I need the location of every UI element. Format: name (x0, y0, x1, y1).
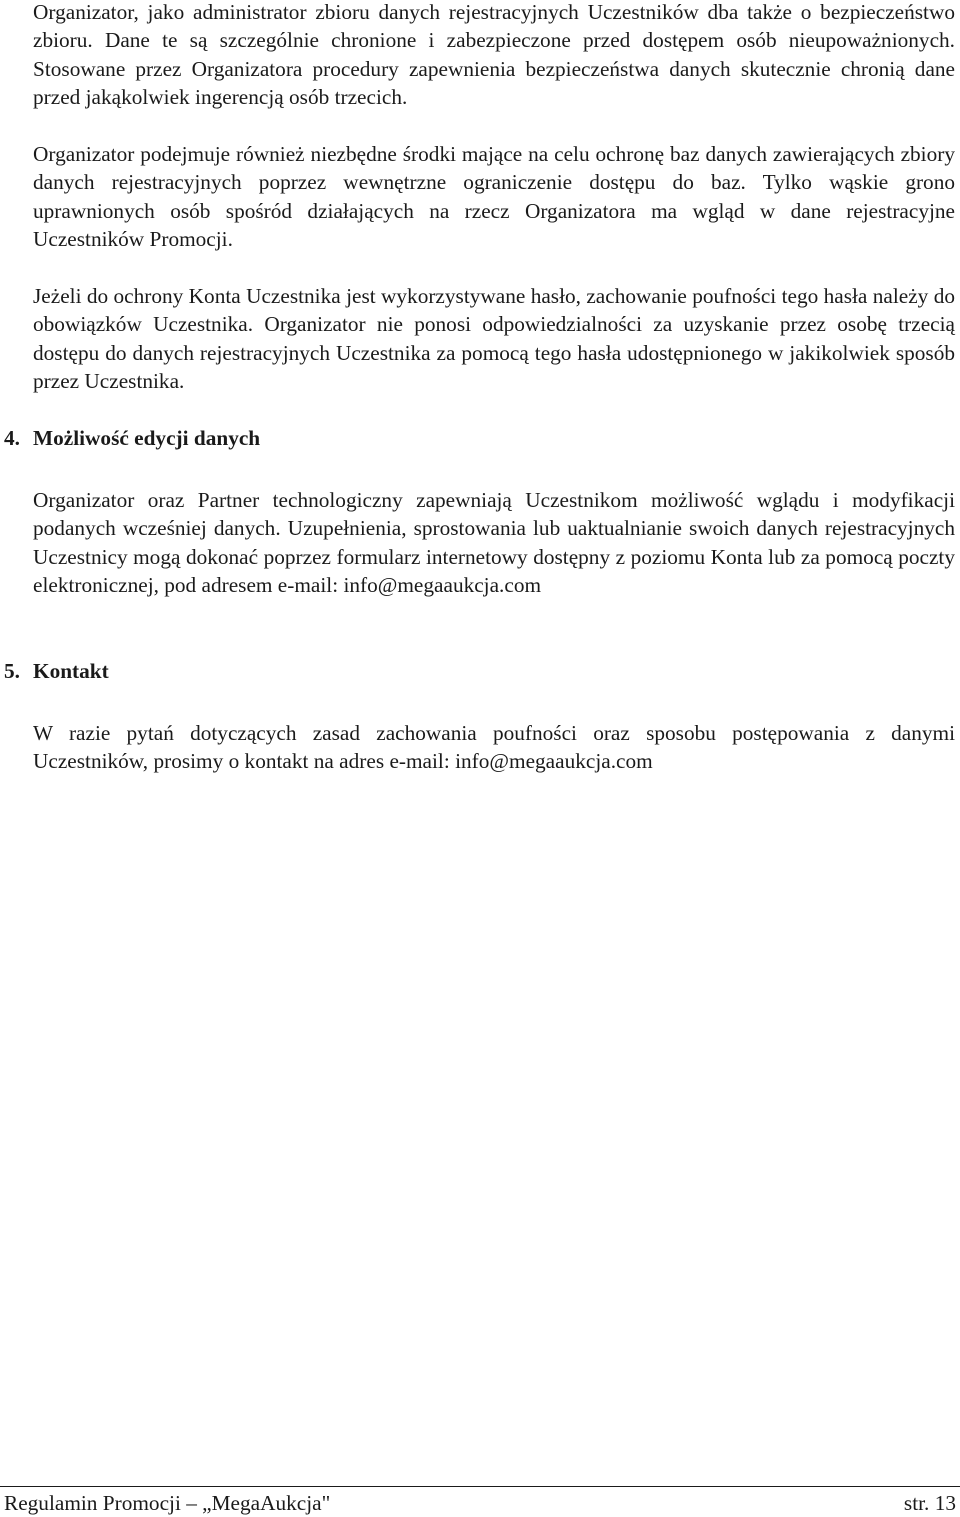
paragraph-password-confidentiality: Jeżeli do ochrony Konta Uczestnika jest wykorzystywane hasło, zachowanie poufności tego hasła należy do obowiązków Uczestnika. Organizator nie ponosi odpowiedzialności za uzyskanie przez osobę trzecią dostępu do danych rejestracyjnych Uczestnika za pomocą tego hasła udostępnionego w jakikolwiek sposób przez Uczestnika. (33, 284, 955, 394)
footer-page-number: str. 13 (903, 1491, 956, 1515)
section-number: 5. (4, 659, 20, 683)
paragraph-data-security: Organizator, jako administrator zbioru danych rejestracyjnych Uczestników dba także o bezpieczeństwo zbioru. Dane te są szczególnie chronione i zabezpieczone przed dostępem osób nieupoważnionych. Stosowane przez Organizatora procedury zapewnienia bezpieczeństwa danych skutecznie chronią dane przed jakąkolwiek ingerencją osób trzecich. (33, 0, 955, 110)
paragraph-database-protection: Organizator podejmuje również niezbędne środki mające na celu ochronę baz danych zawierających zbiory danych rejestracyjnych poprzez wewnętrzne ograniczenie dostępu do baz. Tylko wąskie grono uprawnionych osób spośród działających na rzecz Organizatora ma wgląd w dane rejestracyjne Uczestników Promocji. (33, 142, 955, 252)
footer-divider (0, 1486, 960, 1487)
page-footer (4, 1489, 956, 1517)
section-heading-data-editing (4, 424, 260, 452)
footer-document-title: Regulamin Promocji – „MegaAukcja" (4, 1491, 331, 1515)
section-title: Kontakt (33, 659, 109, 683)
paragraph-contact: W razie pytań dotyczących zasad zachowania poufności oraz sposobu postępowania z danymi Uczestników, prosimy o kontakt na adres e-mail: info@megaaukcja.com (33, 721, 955, 774)
section-heading-contact (4, 657, 109, 685)
section-number: 4. (4, 426, 20, 450)
section-title: Możliwość edycji danych (33, 426, 261, 450)
paragraph-data-editing: Organizator oraz Partner technologiczny zapewniają Uczestnikom możliwość wglądu i modyfikacji podanych wcześniej danych. Uzupełnienia, sprostowania lub uaktualnianie swoich danych rejestracyjnych Uczestnicy mogą dokonać poprzez formularz internetowy dostępny z poziomu Konta lub za pomocą poczty elektronicznej, pod adresem e-mail: info@megaaukcja.com (33, 488, 955, 598)
